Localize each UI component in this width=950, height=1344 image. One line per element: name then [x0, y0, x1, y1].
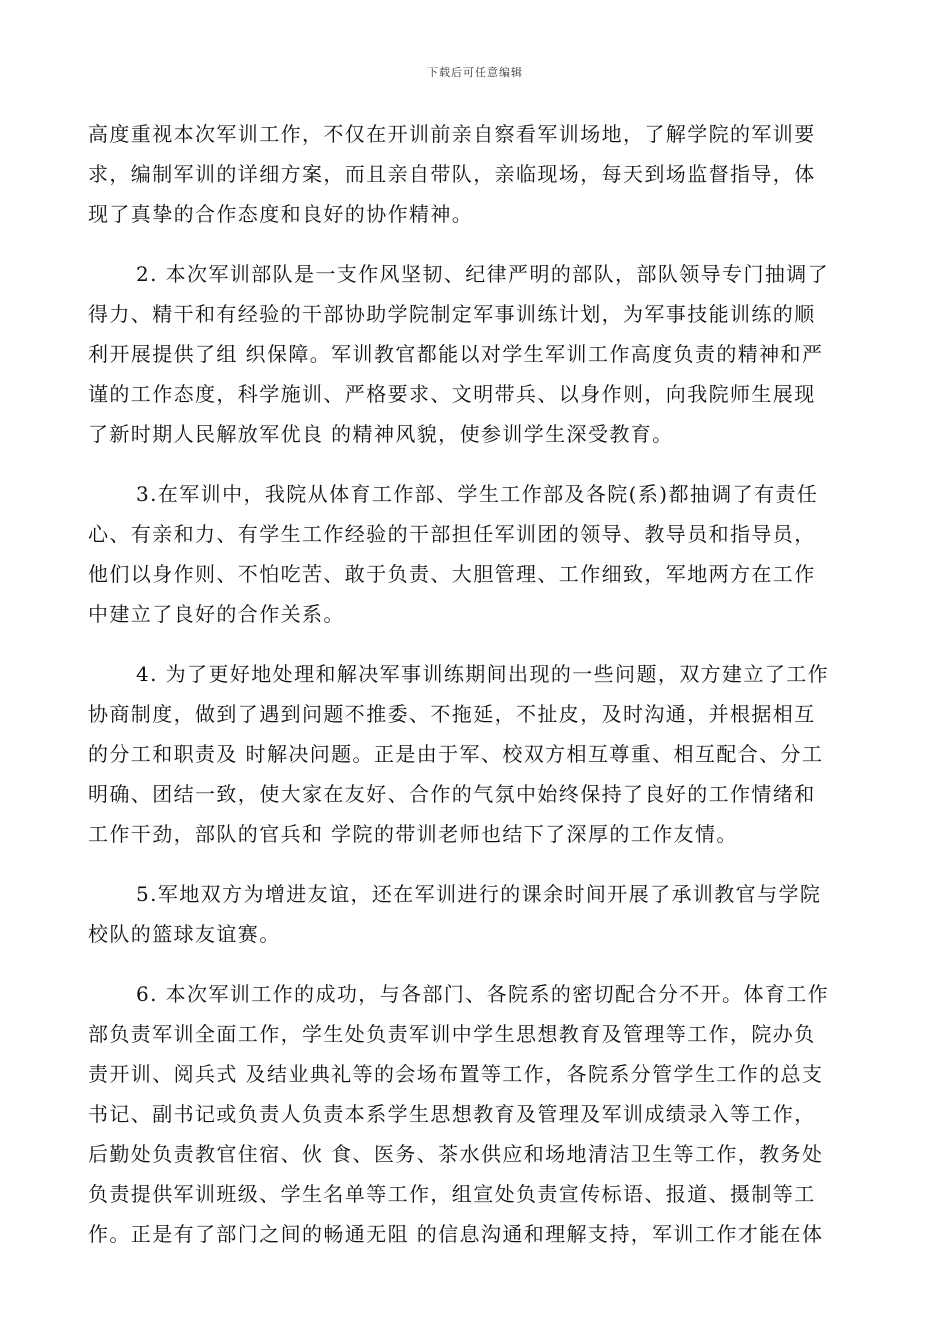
paragraph-line: 3.在军训中，我院从体育工作部、学生工作部及各院(系)都抽调了有责任: [136, 482, 819, 506]
paragraph-line: 2. 本次军训部队是一支作风坚韧、纪律严明的部队，部队领导专门抽调了: [136, 262, 830, 286]
paragraph-line: 明确、团结一致，使大家在友好、合作的气氛中始终保持了良好的工作情绪和: [88, 782, 816, 806]
paragraph-line: 书记、副书记或负责人负责本系学生思想教育及管理及军训成绩录入等工作，: [88, 1102, 816, 1126]
paragraph-4: [88, 654, 860, 854]
paragraph-line: 作。正是有了部门之间的畅通无阻 的信息沟通和理解支持，军训工作才能在体: [88, 1222, 824, 1246]
paragraph-line: 责开训、阅兵式 及结业典礼等的会场布置等工作，各院系分管学生工作的总支: [88, 1062, 824, 1086]
paragraph-line: 了新时期人民解放军优良 的精神风貌，使参训学生深受教育。: [88, 422, 674, 446]
paragraph-line: 的分工和职责及 时解决问题。正是由于军、校双方相互尊重、相互配合、分工: [88, 742, 824, 766]
paragraph-line: 中建立了良好的合作关系。: [88, 602, 345, 626]
paragraph-line: 心、有亲和力、有学生工作经验的干部担任军训团的领导、教导员和指导员，: [88, 522, 816, 546]
paragraph-1: [88, 114, 860, 234]
paragraph-line: 工作干劲，部队的官兵和 学院的带训老师也结下了深厚的工作友情。: [88, 822, 738, 846]
paragraph-line: 他们以身作则、不怕吃苦、敢于负责、大胆管理、工作细致，军地两方在工作: [88, 562, 816, 586]
paragraph-line: 现了真挚的合作态度和良好的协作精神。: [88, 202, 474, 226]
paragraph-line: 6. 本次军训工作的成功，与各部门、各院系的密切配合分不开。体育工作: [136, 982, 830, 1006]
paragraph-line: 部负责军训全面工作，学生处负责军训中学生思想教育及管理等工作，院办负: [88, 1022, 816, 1046]
document-body: [88, 114, 860, 1274]
paragraph-line: 求，编制军训的详细方案，而且亲自带队，亲临现场，每天到场监督指导，体: [88, 162, 816, 186]
paragraph-line: 高度重视本次军训工作，不仅在开训前亲自察看军训场地，了解学院的军训要: [88, 122, 816, 146]
paragraph-2: [88, 254, 860, 454]
paragraph-6: [88, 974, 860, 1254]
paragraph-line: 谨的工作态度，科学施训、严格要求、文明带兵、以身作则，向我院师生展现: [88, 382, 816, 406]
paragraph-line: 得力、精干和有经验的干部协助学院制定军事训练计划，为军事技能训练的顺: [88, 302, 816, 326]
paragraph-line: 4. 为了更好地处理和解决军事训练期间出现的一些问题，双方建立了工作: [136, 662, 830, 686]
paragraph-line: 利开展提供了组 织保障。军训教官都能以对学生军训工作高度负责的精神和严: [88, 342, 824, 366]
paragraph-line: 负责提供军训班级、学生名单等工作，组宣处负责宣传标语、报道、摄制等工: [88, 1182, 816, 1206]
paragraph-line: 校队的篮球友谊赛。: [88, 922, 281, 946]
paragraph-line: 协商制度，做到了遇到问题不推委、不拖延，不扯皮，及时沟通，并根据相互: [88, 702, 816, 726]
paragraph-line: 后勤处负责教官住宿、伙 食、医务、茶水供应和场地清洁卫生等工作，教务处: [88, 1142, 824, 1166]
paragraph-line: 5.军地双方为增进友谊，还在军训进行的课余时间开展了承训教官与学院: [136, 882, 822, 906]
paragraph-5: [88, 874, 860, 954]
paragraph-3: [88, 474, 860, 634]
page-header: 下载后可任意编辑: [427, 66, 523, 79]
